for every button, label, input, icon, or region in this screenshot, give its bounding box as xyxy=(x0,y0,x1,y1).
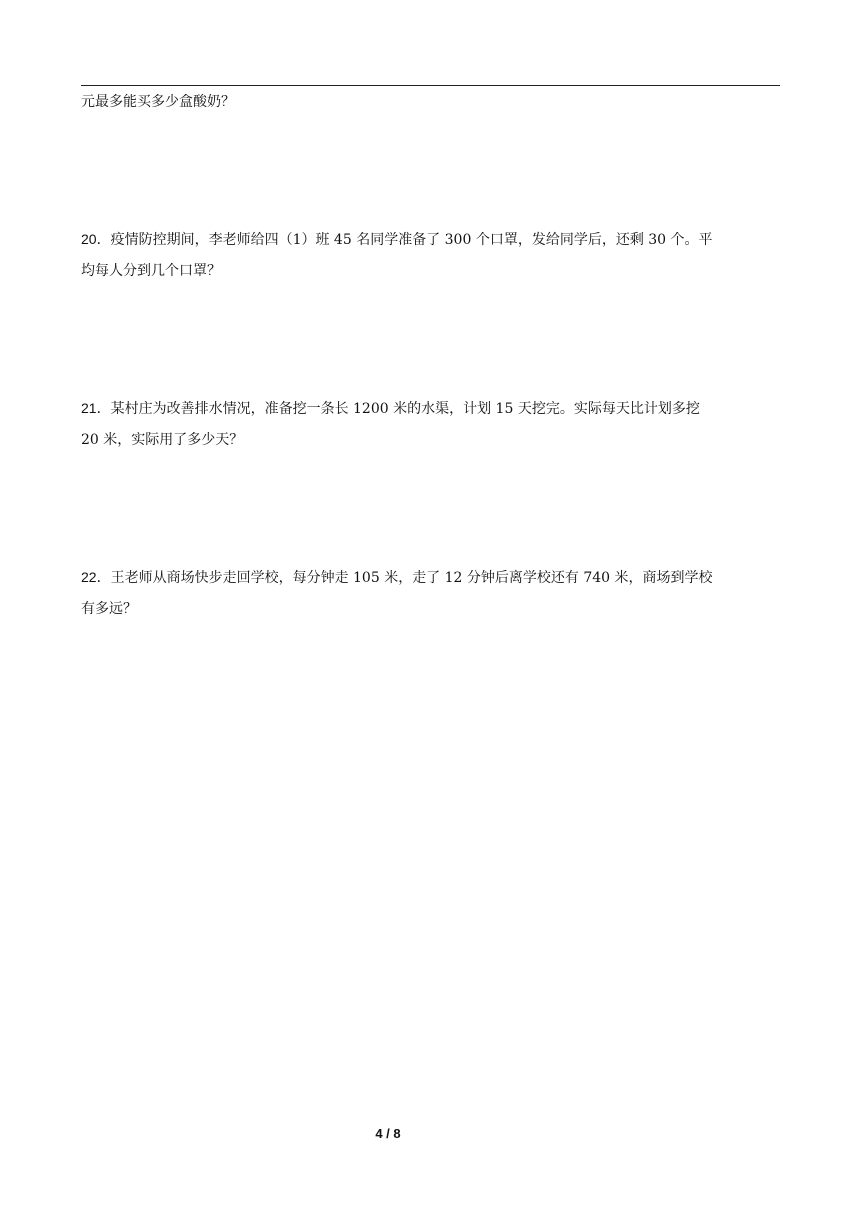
question-19-continuation: 元最多能买多少盒酸奶？ xyxy=(81,94,235,110)
question-22-line-1 xyxy=(81,567,713,588)
question-22-text-1: 王老师从商场快步走回学校，每分钟走 105 米，走了 12 分钟后离学校还有 740 米，商场到学校 xyxy=(110,570,713,586)
question-20-text-1: 疫情防控期间，李老师给四（1）班 45 名同学准备了 300 个口罩，发给同学后，还剩 30 个。平 xyxy=(110,232,713,248)
question-21-number: 21． xyxy=(81,400,111,416)
question-22-line-2: 有多远？ xyxy=(81,601,137,617)
question-21-text-1: 某村庄为改善排水情况，准备挖一条长 1200 米的水渠，计划 15 天挖完。实际每天比计划多挖 xyxy=(110,401,700,417)
question-20-line-1 xyxy=(81,229,713,250)
question-22-number: 22． xyxy=(81,569,111,585)
question-21-line-2: 20 米，实际用了多少天？ xyxy=(81,432,244,448)
question-21-line-1 xyxy=(81,398,700,419)
question-20-number: 20． xyxy=(81,231,111,247)
question-20-line-2: 均每人分到几个口罩？ xyxy=(81,263,221,279)
header-rule xyxy=(81,85,780,86)
page-number: 4 / 8 xyxy=(375,1126,401,1141)
